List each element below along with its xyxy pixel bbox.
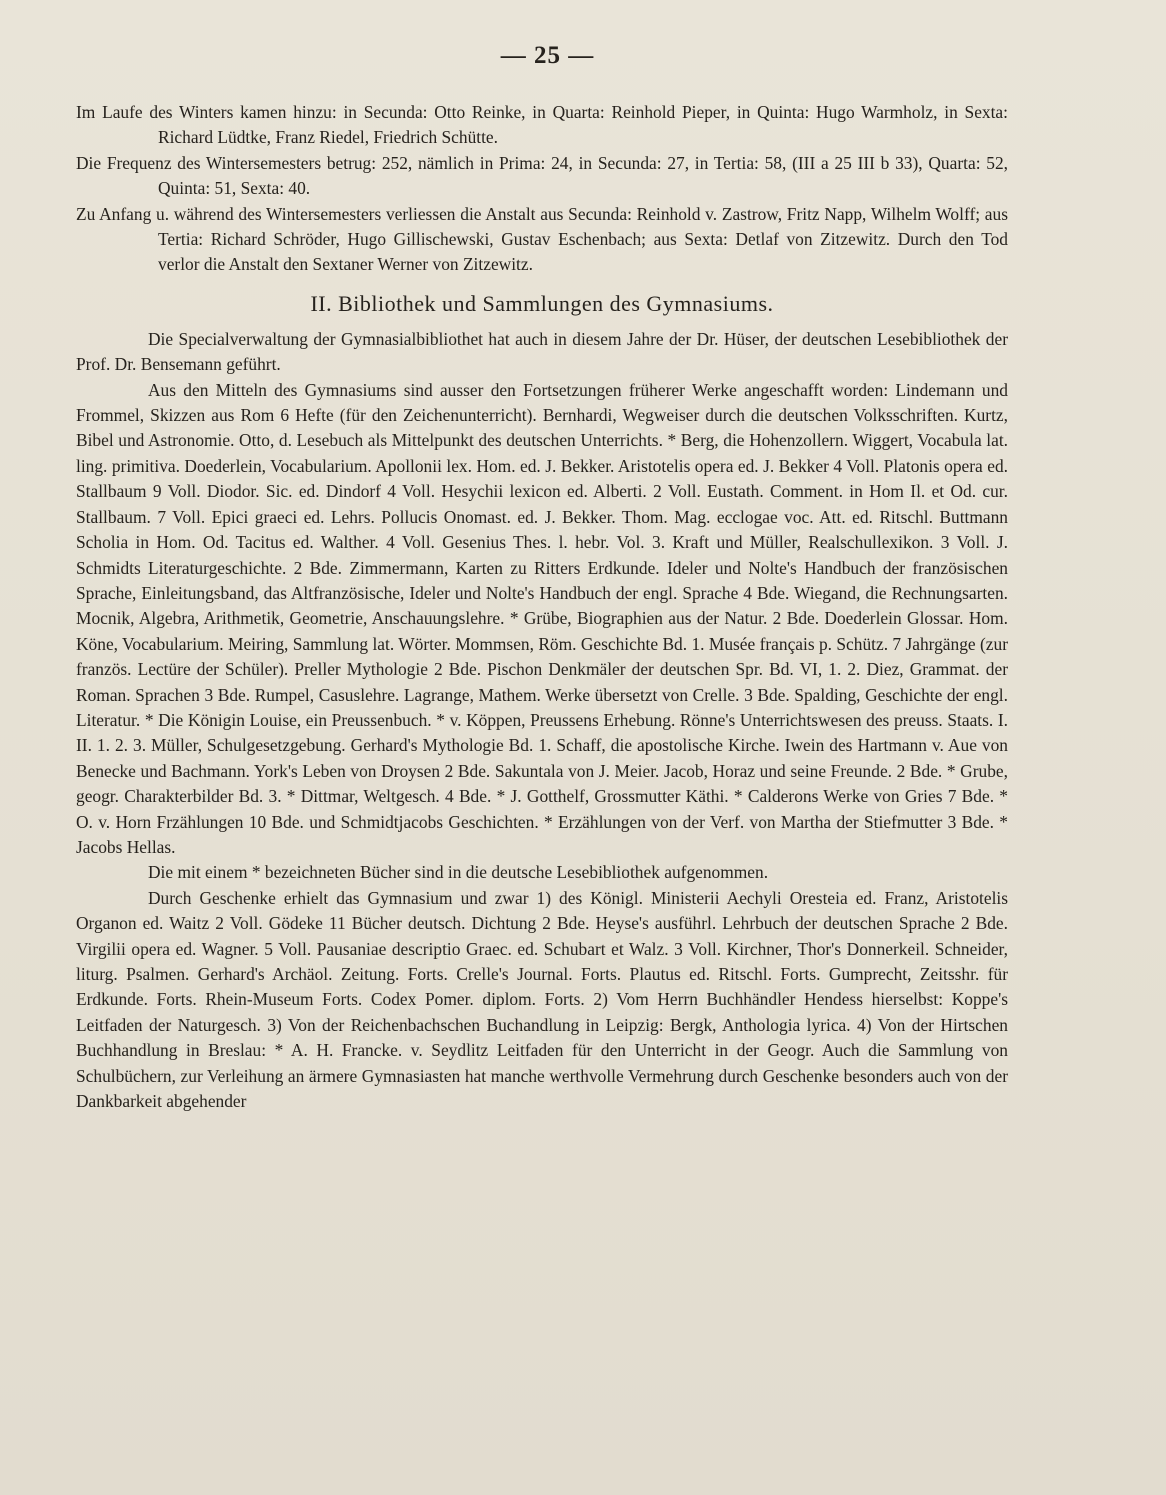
paragraph-asterisk-note: Die mit einem * bezeichneten Bücher sind in die deutsche Lesebibliothek aufgenommen. [148,862,769,883]
paragraph-donations: Durch Geschenke erhielt das Gymnasium und zwar 1) des Königl. Ministerii Aechyli Oresteia ed. Franz, Aristotelis Organon ed. Waitz 2 Voll. Gödeke 11 Bücher deutsch. Dichtung 2 Bde. Heyse's ausführl. Lehrbuch der deutschen Sprache 2 Bde. Virgilii opera ed. Wagner. 5 Voll. Pausaniae descriptio Graec. ed. Schubart et Walz. 3 Voll. Kirchner, Thor's Donnerkeil. Schneider, liturg. Psalmen. Gerhard's Archäol. Zeitung. Forts. Crelle's Journal. Forts. Plautus ed. Ritschl. Forts. Gumprecht, Zeitsshr. für Erdkunde. Forts. Rhein-Museum Forts. Codex Pomer. diplom. Forts. 2) Vom Herrn Buchhändler Hendess hierselbst: Koppe's Leitfaden der Naturgesch. 3) Von der Reichenbachschen Buchandlung in Leipzig: Bergk, Anthologia lyrica. 4) Von der Hirtschen Buchhandlung in Breslau: * A. H. Francke. v. Seydlitz Leitfaden für den Unterricht in der Geogr. Auch die Sammlung von Schulbüchern, zur Verleihung an ärmere Gymnasiasten hat manche werthvolle Vermehrung durch Geschenke besonders auch von der Dankbarkeit abgehender [76,887,1008,1112]
paragraph-frequency: Die Frequenz des Wintersemesters betrug: 252, nämlich in Prima: 24, in Secunda: 27, in Tertia: 58, (III a 25 III b 33), Quarta: 52, Quinta: 51, Sexta: 40. [76,152,1008,199]
paragraph-departures: Zu Anfang u. während des Wintersemesters verliessen die Anstalt aus Secunda: Reinhold v. Zastrow, Fritz Napp, Wilhelm Wolff; aus Tertia: Richard Schröder, Hugo Gillischewski, Gustav Eschenbach; aus Sexta: Detlaf von Zitzewitz. Durch den Tod verlor die Anstalt den Sextaner Werner von Zitzewitz. [76,203,1008,275]
paragraph-new-students: Im Laufe des Winters kamen hinzu: in Secunda: Otto Reinke, in Quarta: Reinhold Pieper, in Quinta: Hugo Warmholz, in Sexta: Richard Lüdtke, Franz Riedel, Friedrich Schütte. [76,102,1008,148]
paragraph-library-admin: Die Specialverwaltung der Gymnasialbibliothet hat auch in diesem Jahre der Dr. Hüser, der deutschen Lesebibliothek der Prof. Dr. Bensemann geführt. [76,328,1008,375]
page-number: — 25 — [500,42,595,69]
section-heading: II. Bibliothek und Sammlungen des Gymnasiums. [310,290,774,316]
page-body [76,100,1008,1114]
paragraph-acquisitions: Aus den Mitteln des Gymnasiums sind ausser den Fortsetzungen früherer Werke angeschafft worden: Lindemann und Frommel, Skizzen aus Rom 6 Hefte (für den Zeichenunterricht). Bernhardi, Wegweiser durch die deutschen Volksschriften. Kurtz, Bibel und Astronomie. Otto, d. Lesebuch als Mittelpunkt des deutschen Unterrichts. * Berg, die Hohenzollern. Wiggert, Vocabula lat. ling. primitiva. Doederlein, Vocabularium. Apollonii lex. Hom. ed. J. Bekker. Aristotelis opera ed. J. Bekker 4 Voll. Platonis opera ed. Stallbaum 9 Voll. Diodor. Sic. ed. Dindorf 4 Voll. Hesychii lexicon ed. Alberti. 2 Voll. Eustath. Comment. in Hom Il. et Od. cur. Stallbaum. 7 Voll. Epici graeci ed. Lehrs. Pollucis Onomast. ed. J. Bekker. Thom. Mag. ecclogae voc. Att. ed. Ritschl. Buttmann Scholia in Hom. Od. Tacitus ed. Walther. 4 Voll. Gesenius Thes. l. hebr. Vol. 3. Kraft und Müller, Realschullexikon. 3 Voll. J. Schmidts Literaturgeschichte. 2 Bde. Zimmermann, Karten zu Ritters Erdkunde. Ideler und Nolte's Handbuch der französischen Sprache, Einleitungsband, das Altfranzösische, Ideler und Nolte's Handbuch der engl. Sprache 4 Bde. Wiegand, die Rechnungsarten. Mocnik, Algebra, Arithmetik, Geometrie, Anschauungslehre. * Grübe, Biographien aus der Natur. 2 Bde. Doederlein Glossar. Hom. Köne, Vocabularium. Meiring, Sammlung lat. Wörter. Mommsen, Röm. Geschichte Bd. 1. Musée français p. Schütz. 7 Jahrgänge (zur französ. Lectüre der Schüler). Preller Mythologie 2 Bde. Pischon Denkmäler der deutschen Spr. Bd. VI, 1. 2. Diez, Grammat. der Roman. Sprachen 3 Bde. Rumpel, Casuslehre. Lagrange, Mathem. Werke übersetzt von Crelle. 3 Bde. Spalding, Geschichte der engl. Literatur. * Die Königin Louise, ein Preussenbuch. * v. Köppen, Preussens Erhebung. Rönne's Unterrichtswesen des preuss. Staats. I. II. 1. 2. 3. Müller, Schulgesetzgebung. Gerhard's Mythologie Bd. 1. Schaff, die apostolische Kirche. Iwein des Hartmann v. Aue von Benecke und Bachmann. York's Leben von Droysen 2 Bde. Sakuntala von J. Meier. Jacob, Horaz und seine Freunde. 2 Bde. * Grube, geogr. Charakterbilder Bd. 3. * Dittmar, Weltgesch. 4 Bde. * J. Gotthelf, Grossmutter Käthi. * Calderons Werke von Gries 7 Bde. * O. v. Horn Frzählungen 10 Bde. und Schmidtjacobs Geschichten. * Erzählungen von der Verf. von Martha der Stiefmutter 3 Bde. * Jacobs Hellas. [76,379,1008,857]
